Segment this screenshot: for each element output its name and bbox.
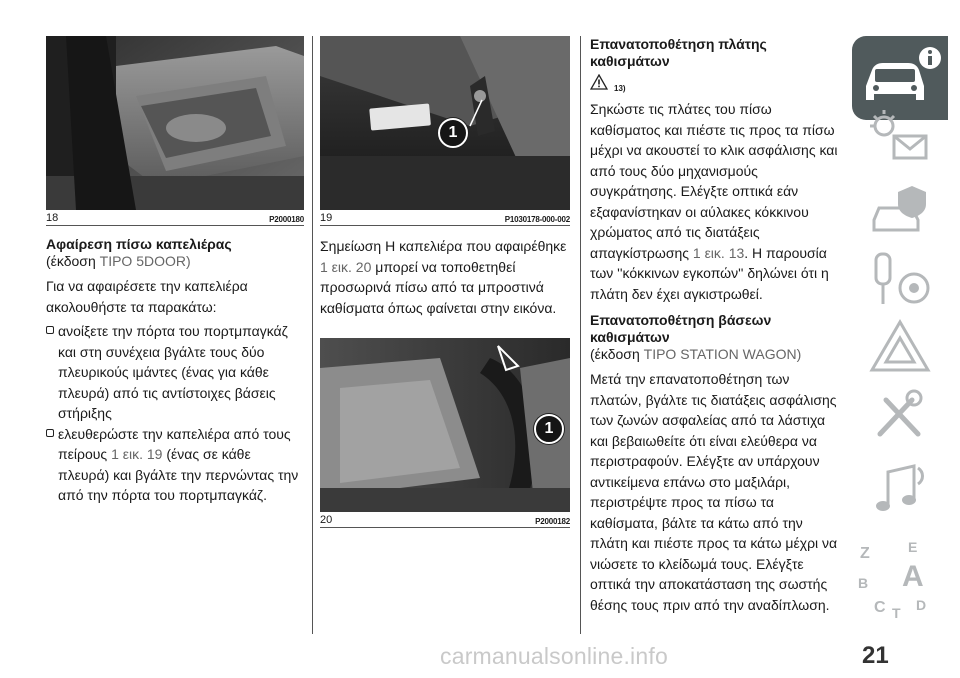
warning-number: 13) [614, 84, 626, 93]
rear-shelf-photo [46, 36, 304, 210]
index-letter: E [908, 539, 918, 555]
figure-code: P2000182 [535, 517, 570, 526]
figure-18-photo [46, 36, 304, 210]
note-text: Σημείωση Η καπελιέρα που αφαιρέθηκε 1 εικ. 20 μπορεί να τοποθετηθεί προσωρινά πίσω από τα μπροστινά καθίσματα όπως φαίνεται στην εικόνα. [320, 238, 567, 316]
tab-warning-lights[interactable] [852, 102, 948, 186]
bullet-step-1: ανοίξετε την πόρτα του πορτμπαγκάζ και στη συνέχεια βγάλτε τους δύο πλευρικούς ιμάντες (ένας για κάθε πλευρά) από τις αντίστοιχες βάσεις στήριξης [46, 321, 304, 424]
figure-code: P2000180 [269, 215, 304, 224]
tab-index[interactable] [852, 534, 948, 618]
index-letter: C [874, 599, 886, 616]
callout-badge: 1 [534, 414, 564, 444]
warning-lights-icon [852, 102, 948, 168]
watermark: carmanualsonline.info [440, 643, 668, 669]
figure-19-photo [320, 36, 570, 210]
figure-number: 19 [320, 212, 333, 224]
version-note: (έκδοση TIPO STATION WAGON) [590, 346, 802, 362]
column-3 [590, 36, 838, 619]
column-divider-1 [312, 36, 313, 634]
section-heading-refit-backrest: Επανατοποθέτηση πλάτης καθισμάτων [590, 36, 767, 69]
callout-badge: 1 [438, 118, 468, 148]
figure-18-caption [46, 210, 304, 226]
index-letter: D [916, 597, 927, 613]
tab-multimedia[interactable] [852, 454, 948, 538]
figure-code: P1030178-000-002 [504, 215, 570, 224]
maintenance-tools-icon [852, 382, 948, 446]
chapter-sidebar [852, 36, 948, 620]
ignition-key-icon [852, 244, 948, 314]
index-letter: B [858, 575, 869, 591]
figure-20-photo [320, 338, 570, 512]
warning-triangle-icon [590, 74, 608, 90]
emergency-triangle-icon [852, 314, 948, 378]
figure-number: 18 [46, 212, 59, 224]
bullet-step-2: ελευθερώστε την καπελιέρα από τους πείρους 1 εικ. 19 (ένας σε κάθε πλευρά) και βγάλτε την περνώντας την από την πόρτα του πορτμπαγκάζ. [46, 424, 304, 506]
column-divider-2 [580, 36, 581, 634]
multimedia-icon [852, 454, 948, 524]
index-letter: T [892, 605, 901, 620]
version-note: (έκδοση TIPO 5DOOR) [46, 253, 191, 269]
paragraph-refit-cushions: Μετά την επανατοποθέτηση των πλατών, βγάλτε τις διατάξεις ασφάλισης των ζωνών ασφαλείας από τα λάστιχα και βεβαιωθείτε ότι είναι ελεύθερα να περιστραφούν. Ελέγξτε αν υπάρχουν αντικείμενα επάνω στο μαξιλάρι, περιστρέψτε προς τα πίσω τα καθίσματα, βάλτε τα κάτω από την πλάτη και πιέστε προς τα κάτω μέχρι να νιώσετε το κλείδωμά τους. Ελέγξτε οπτικά την αποκατάσταση της σωστής θέσης τους πριν από την αναδίπλωση. [590, 371, 838, 613]
alphabetical-index-icon [852, 534, 948, 620]
shelf-stored-photo [320, 338, 570, 512]
page-number: 21 [862, 642, 889, 669]
section-heading-remove-shelf: Αφαίρεση πίσω καπελιέρας [46, 236, 232, 252]
figure-19-caption [320, 210, 570, 226]
figure-20-caption [320, 512, 570, 528]
index-letter: Z [860, 545, 870, 562]
column-2 [320, 36, 570, 538]
warning-reference [590, 74, 838, 93]
car-safety-icon [852, 176, 948, 242]
column-1 [46, 36, 304, 506]
figure-number: 20 [320, 514, 333, 526]
section-heading-refit-cushions: Επανατοποθέτηση βάσεων καθισμάτων [590, 312, 772, 345]
index-letter: A [902, 560, 924, 593]
intro-text: Για να αφαιρέσετε την καπελιέρα ακολουθήστε τα παρακάτω: [46, 278, 248, 315]
paragraph-refit-backrest: Σηκώστε τις πλάτες του πίσω καθίσματος και πιέστε τις προς τα πίσω μέχρι να ακουστεί το κλικ ασφάλισης και από τους δύο μηχανισμούς συγκράτησης. Ελέγξτε οπτικά εάν εξαφανίστηκαν οι αύλακες κόκκινου χρώματος από τις διατάξεις απαγκίστρωσης 1 εικ. 13. Η παρουσία των ''κόκκινων εγκοπών'' δηλώνει ότι η πλάτη δεν έχει αγκιστρωθεί. [590, 101, 838, 302]
